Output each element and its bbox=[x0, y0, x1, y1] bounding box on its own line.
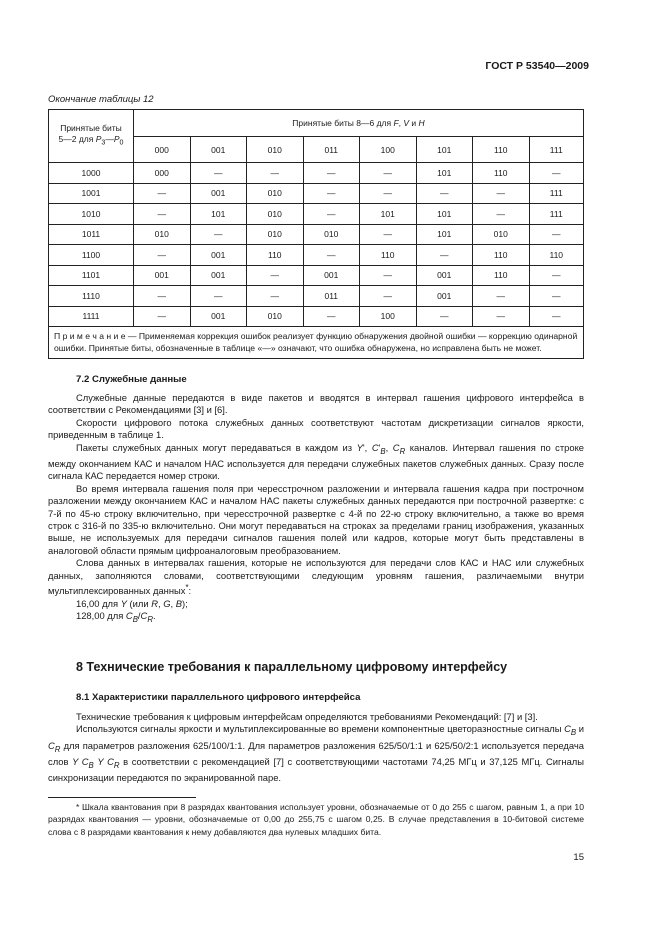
table-caption: Окончание таблицы 12 bbox=[48, 94, 154, 105]
table-row bbox=[49, 286, 584, 307]
table-cell: 001 bbox=[190, 306, 247, 327]
row-label: 1011 bbox=[49, 224, 134, 245]
footnote-divider bbox=[48, 797, 196, 798]
table-cell: — bbox=[529, 265, 584, 286]
table-cell: — bbox=[360, 265, 417, 286]
column-header: 100 bbox=[360, 137, 417, 163]
table-cell: 001 bbox=[190, 183, 247, 204]
table-cell: — bbox=[190, 286, 247, 307]
row-header: Принятые биты 5—2 для $P_3—P_0$ bbox=[49, 110, 134, 163]
section-8-1-body bbox=[48, 711, 584, 785]
table-cell: 010 bbox=[247, 306, 304, 327]
paragraph: Скорости цифрового потока служебных данных соответствуют частотам дискретизации сигналов яркости, приведенным в таблице 1. bbox=[48, 416, 584, 441]
table-cell: — bbox=[416, 183, 473, 204]
table-row bbox=[49, 265, 584, 286]
table-cell: 011 bbox=[303, 286, 360, 307]
table-cell: 111 bbox=[529, 204, 584, 225]
table-cell: 100 bbox=[360, 306, 417, 327]
section-7-2-title: 7.2 Служебные данные bbox=[76, 374, 187, 385]
table-cell: — bbox=[190, 163, 247, 184]
table-cell: 001 bbox=[190, 245, 247, 266]
table-cell: — bbox=[529, 163, 584, 184]
table-cell: 101 bbox=[416, 224, 473, 245]
table-cell: — bbox=[303, 183, 360, 204]
table-cell: 001 bbox=[416, 286, 473, 307]
column-header: 011 bbox=[303, 137, 360, 163]
section-8-1-title: 8.1 Характеристики параллельного цифрового интерфейса bbox=[76, 692, 361, 703]
table-cell: 001 bbox=[303, 265, 360, 286]
footnote bbox=[48, 801, 584, 838]
table-cell: — bbox=[360, 224, 417, 245]
section-8-title: 8 Технические требования к параллельному цифровому интерфейсу bbox=[76, 660, 508, 674]
table-cell: 101 bbox=[190, 204, 247, 225]
column-header: 111 bbox=[529, 137, 584, 163]
table-cell: 010 bbox=[134, 224, 191, 245]
table-cell: — bbox=[360, 286, 417, 307]
table-cell: — bbox=[473, 183, 530, 204]
table-cell: 110 bbox=[473, 265, 530, 286]
row-label: 1000 bbox=[49, 163, 134, 184]
footnote-text: * Шкала квантования при 8 разрядах квантования использует уровни, обозначаемые от 0 до 255 с шагом, равным 1, а при 10 разрядах квантования — уровни, обозначаемые от 0,00 до 255,75 с шагом 0,25. В случае представления в 10-битовой системе слова с 8 разрядами квантования к нему добавляются два нулевых младших бита. bbox=[48, 802, 584, 837]
table-cell: 000 bbox=[134, 163, 191, 184]
table-cell: — bbox=[529, 306, 584, 327]
table-cell: — bbox=[134, 306, 191, 327]
row-label: 1001 bbox=[49, 183, 134, 204]
table-cell: — bbox=[190, 224, 247, 245]
paragraph: Во время интервала гашения поля при чересстрочном разложении и интервала гашения кадра при построчном разложении между окончанием КАС и началом НАС пакеты служебных данных передаются при построчной развертке: с 7-й по 45-ю строку включительно, при чересстрочной развертке с 4-й по 22-ю строку включительно, а также во время строк с 316-й по 335-ю включительно. Они могут передаваться на строках за пределами границ изображения, указанных выше, не используемых для передачи сигналов гашения полей или кадров, которые могут быть представлены в аналоговой области прямым цифроаналоговым преобразованием. bbox=[48, 482, 584, 556]
list-item: 128,00 для $C_B/C_R$. bbox=[76, 609, 156, 624]
table-cell: — bbox=[529, 286, 584, 307]
paragraph: Слова данных в интервалах гашения, которые не используются для передачи слов КАС и НАС или служебных данных, заполняются словами, соответствующими следующим уровням гашения, различаемыми внутри мультиплексированных данных*: bbox=[48, 557, 584, 597]
table-cell: — bbox=[416, 245, 473, 266]
row-label: 1101 bbox=[49, 265, 134, 286]
table-cell: 110 bbox=[247, 245, 304, 266]
table-cell: 110 bbox=[360, 245, 417, 266]
table-cell: — bbox=[247, 286, 304, 307]
page-number: 15 bbox=[573, 852, 584, 863]
error-correction-table bbox=[48, 109, 584, 359]
table-cell: 111 bbox=[529, 183, 584, 204]
column-header: 010 bbox=[247, 137, 304, 163]
document-id: ГОСТ Р 53540—2009 bbox=[485, 60, 589, 72]
table-cell: 101 bbox=[416, 204, 473, 225]
table-cell: 010 bbox=[473, 224, 530, 245]
paragraph: Используются сигналы яркости и мультиплексированные во времени компонентные цветоразностные сигналы $C_B$ и $C_R$ для параметров разложения 625/100/1:1. Для параметров разложения 625/50/1:1 и 625/50/2:1 используется передача слов Y $C_B$ Y $C_R$ в соответствии с рекомендацией [7] с соответствующими частотами 74,25 МГц и 37,125 МГц. Сигналы синхронизации передаются по экранированной паре. bbox=[48, 723, 585, 784]
row-label: 1100 bbox=[49, 245, 134, 266]
table-cell: 010 bbox=[247, 204, 304, 225]
table-row bbox=[49, 224, 584, 245]
table-cell: — bbox=[473, 286, 530, 307]
table-cell: 001 bbox=[190, 265, 247, 286]
table-cell: 110 bbox=[473, 245, 530, 266]
table-cell: — bbox=[416, 306, 473, 327]
table-cell: — bbox=[473, 204, 530, 225]
table-cell: 110 bbox=[529, 245, 584, 266]
row-label: 1111 bbox=[49, 306, 134, 327]
column-header: 000 bbox=[134, 137, 191, 163]
table-cell: — bbox=[473, 306, 530, 327]
column-header: 110 bbox=[473, 137, 530, 163]
table-row bbox=[49, 183, 584, 204]
table-cell: 001 bbox=[134, 265, 191, 286]
table-cell: 110 bbox=[473, 163, 530, 184]
list-item: 16,00 для Y (или R, G, B); bbox=[76, 597, 188, 609]
row-label: 1110 bbox=[49, 286, 134, 307]
column-header: 101 bbox=[416, 137, 473, 163]
table-cell: — bbox=[360, 183, 417, 204]
table-cell: — bbox=[134, 286, 191, 307]
paragraph: Служебные данные передаются в виде пакетов и вводятся в интервал гашения цифрового интерфейса в соответствии с Рекомендациями [3] и [6]. bbox=[48, 392, 584, 416]
column-header: 001 bbox=[190, 137, 247, 163]
table-cell: — bbox=[303, 204, 360, 225]
table-cell: — bbox=[134, 183, 191, 204]
table-cell: 010 bbox=[247, 224, 304, 245]
table-cell: — bbox=[529, 224, 584, 245]
section-7-2-body bbox=[48, 392, 584, 626]
table-cell: 001 bbox=[416, 265, 473, 286]
table-cell: — bbox=[134, 245, 191, 266]
table-cell: 010 bbox=[247, 183, 304, 204]
column-group-header: Принятые биты 8—6 для F, V и H bbox=[134, 110, 584, 137]
table-cell: — bbox=[134, 204, 191, 225]
table-cell: 010 bbox=[303, 224, 360, 245]
table-cell: — bbox=[247, 265, 304, 286]
table-cell: — bbox=[247, 163, 304, 184]
table-cell: — bbox=[303, 306, 360, 327]
table-cell: 101 bbox=[416, 163, 473, 184]
paragraph: Пакеты служебных данных могут передаваться в каждом из Y', $C'_B$, $C_R$ каналов. Интервал гашения по строке между окончанием КАС и началом НАС используется для передачи служебных пакетов служебных данных. Сразу после сигнала КАС передается номер строки. bbox=[48, 441, 585, 482]
paragraph: Технические требования к цифровым интерфейсам определяются требованиями Рекомендаций: [7] и [3]. bbox=[76, 711, 538, 722]
table-cell: — bbox=[303, 163, 360, 184]
table-cell: — bbox=[303, 245, 360, 266]
table-note: П р и м е ч а н и е — Применяемая коррекция ошибок реализует функцию обнаружения двойной ошибки — коррекцию одинарной ошибки. Принятые биты, обозначенные в таблице «—» означают, что ошибка обнаружена, но исправлена быть не может. bbox=[49, 327, 584, 359]
table-row bbox=[49, 306, 584, 327]
table-cell: — bbox=[360, 163, 417, 184]
row-label: 1010 bbox=[49, 204, 134, 225]
table-row bbox=[49, 245, 584, 266]
table-row bbox=[49, 204, 584, 225]
table-cell: 101 bbox=[360, 204, 417, 225]
table-row bbox=[49, 163, 584, 184]
